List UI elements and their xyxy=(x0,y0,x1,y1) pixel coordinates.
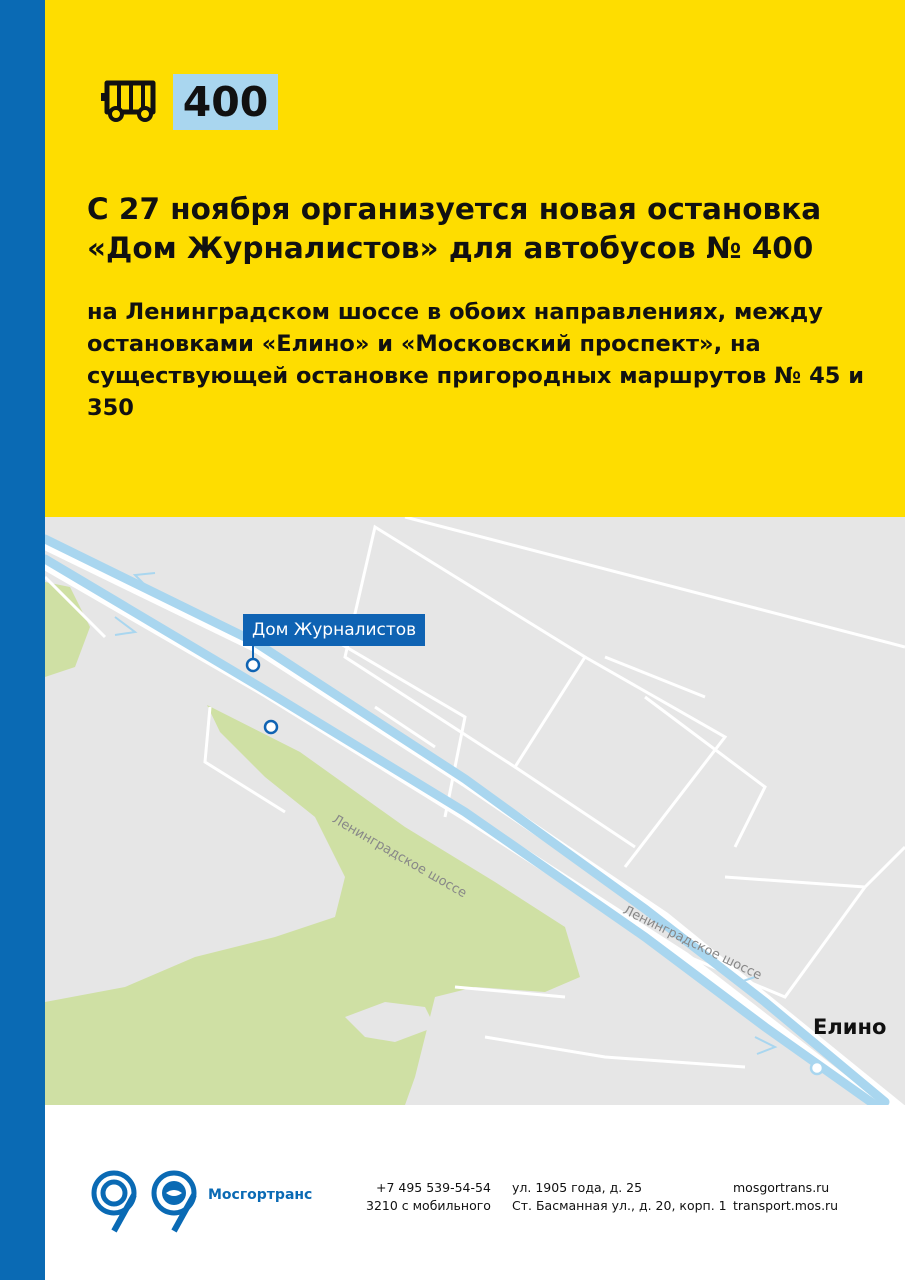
park-area-left xyxy=(45,582,90,677)
street-label: Ленинградское шоссе xyxy=(620,903,765,984)
map xyxy=(45,517,905,1105)
brand-name: Мосгортранс xyxy=(208,1187,313,1203)
phone: +7 495 539-54-54 xyxy=(376,1180,491,1195)
short-number: 3210 с мобильного xyxy=(366,1198,491,1213)
address-block xyxy=(512,1179,727,1215)
metro-logo-icon xyxy=(90,1169,138,1233)
stop-marker-dom-zhurnalistov xyxy=(247,659,259,671)
side-stripe xyxy=(0,0,45,1280)
stop-marker-elino xyxy=(811,1062,823,1074)
site-1: mosgortrans.ru xyxy=(733,1180,830,1195)
route-number-badge: 400 xyxy=(173,74,278,130)
sites-block xyxy=(733,1179,838,1215)
phone-block xyxy=(366,1179,491,1215)
park-area-main xyxy=(45,705,580,1105)
headline: С 27 ноября организуется новая остановка «Дом Журналистов» для автобусов № 400 xyxy=(87,192,822,265)
street-label: Ленинградское шоссе xyxy=(329,812,470,902)
address-2: Ст. Басманная ул., д. 20, корп. 1 xyxy=(512,1198,727,1213)
header xyxy=(45,0,905,517)
address-1: ул. 1905 года, д. 25 xyxy=(512,1180,643,1195)
elino-stop-label: Елино xyxy=(813,1015,887,1039)
new-stop-callout: Дом Журналистов xyxy=(243,614,425,646)
mosgortrans-logo-icon xyxy=(150,1169,198,1233)
bus-icon xyxy=(101,79,159,123)
subtext: на Ленинградском шоссе в обоих направлениях, между остановками «Елино» и «Московский проспект», на существующей остановке пригородных маршрутов № 45 и 350 xyxy=(87,299,864,421)
map-drawing xyxy=(45,517,905,1105)
stop-marker-opposite xyxy=(265,721,277,733)
footer xyxy=(45,1105,905,1280)
site-2: transport.mos.ru xyxy=(733,1198,839,1213)
